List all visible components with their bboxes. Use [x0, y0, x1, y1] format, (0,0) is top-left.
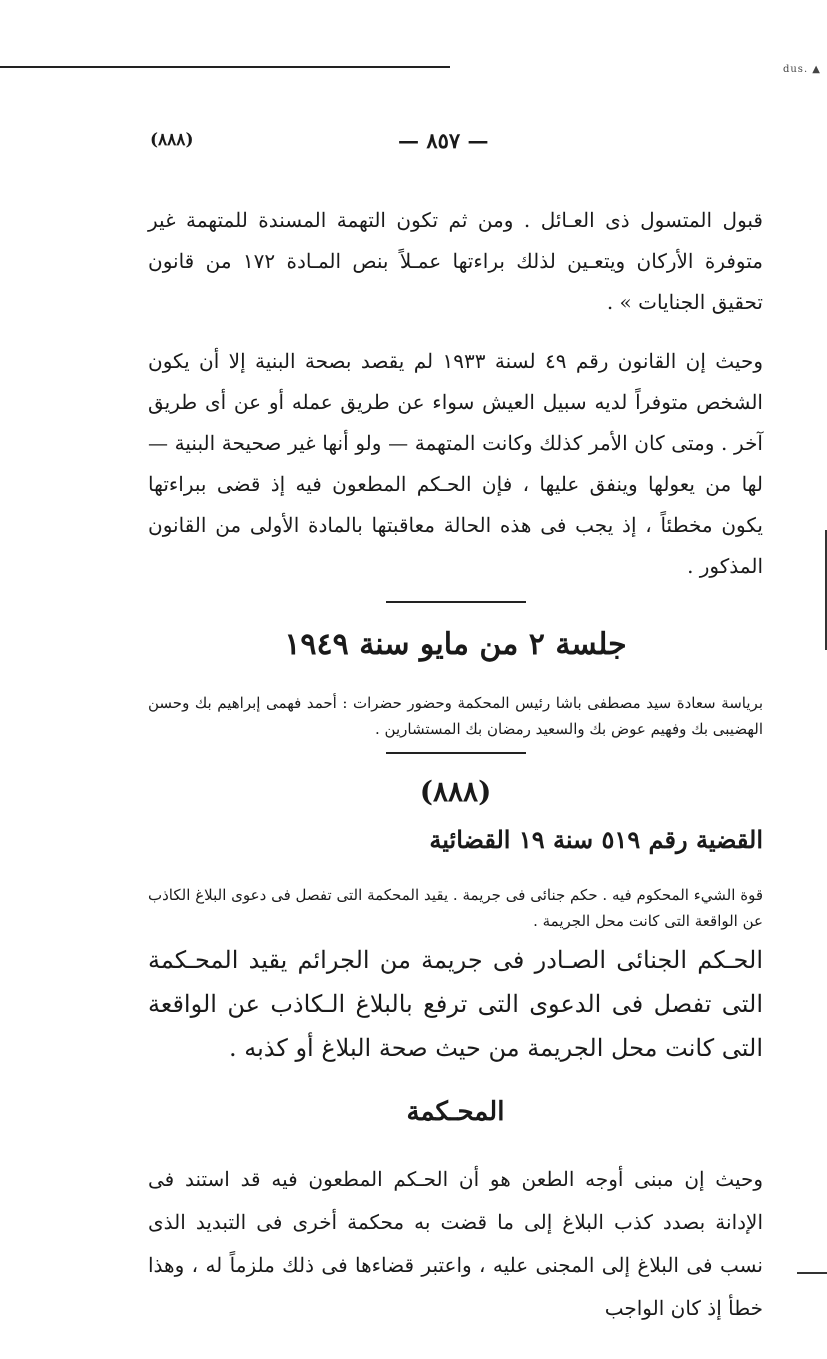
paragraph-continuation: قبول المتسول ذى العـائل . ومن ثم تكون التهمة المسندة للمتهمة غير متوفرة الأركان ويتعـين لذلك براءتها عمـلاً بنص المـادة ١٧٢ من قانون تحقيق الجنايات » . — [148, 208, 763, 314]
section-divider-2 — [386, 752, 526, 754]
court-paragraph: وحيث إن مبنى أوجه الطعن هو أن الحـكم المطعون فيه قد استند فى الإدانة بصدد كذب البلاغ إلى ما قضت به محكمة أخرى فى التبديد الذى نسب فى البلاغ إلى المجنى عليه ، واعتبر قضاءها فى ذلك ملزماً له ، وهذا خطأ إذ كان الواجب — [148, 1166, 763, 1320]
header-case-ref: (٨٨٨) — [150, 130, 194, 150]
case-number: (٨٨٨) — [419, 774, 492, 808]
case-summary: قوة الشيء المحكوم فيه . حكم جنائى فى جريمة . يقيد المحكمة التى تفصل فى دعوى البلاغ الكاذب عن الواقعة التى كانت محل الجريمة . — [148, 885, 763, 930]
paragraph-ruling: وحيث إن القانون رقم ٤٩ لسنة ١٩٣٣ لم يقصد بصحة البنية إلا أن يكون الشخص متوفراً لديه سبيل العيش سواء عن طريق عمله أو عن أى طريق آخر . ومتى كان الأمر كذلك وكانت المتهمة — ولو أنها غير صحيحة البنية — لها من يعولها وينفق عليها ، فإن الحـكم المطعون فيه إذ قضى ببراءتها يكون مخطئاً ، إذ يجب فى هذه الحالة معاقبتها بالمادة الأولى من القانون المذكور . — [148, 349, 763, 578]
session-title: جلسة ٢ من مايو سنة ١٩٤٩ — [284, 627, 627, 662]
page-header — [150, 128, 750, 158]
page-number: — ٨٥٧ — — [398, 128, 489, 153]
page-content — [148, 200, 763, 1330]
session-presidency: برياسة سعادة سيد مصطفى باشا رئيس المحكمة وحضور حضرات : أحمد فهمى إبراهيم بك وحسن الهضيبى بك وفهيم عوض بك والسعيد رمضان بك المستشارين . — [148, 693, 763, 738]
corner-mark: dus. ▲ — [782, 64, 821, 75]
case-principle: الحـكم الجنائى الصـادر فى جريمة من الجرائم يقيد المحـكمة التى تفصل فى الدعوى التى ترفع بالبلاغ الـكاذب عن الواقعة التى كانت محل الجريمة من حيث صحة البلاغ أو كذبه . — [148, 945, 763, 1062]
section-divider — [386, 601, 526, 603]
case-heading: القضية رقم ٥١٩ سنة ١٩ القضائية — [429, 824, 763, 854]
court-heading: المحـكمة — [406, 1096, 505, 1127]
edge-mark-bottom — [797, 1272, 827, 1274]
top-rule — [0, 66, 450, 68]
